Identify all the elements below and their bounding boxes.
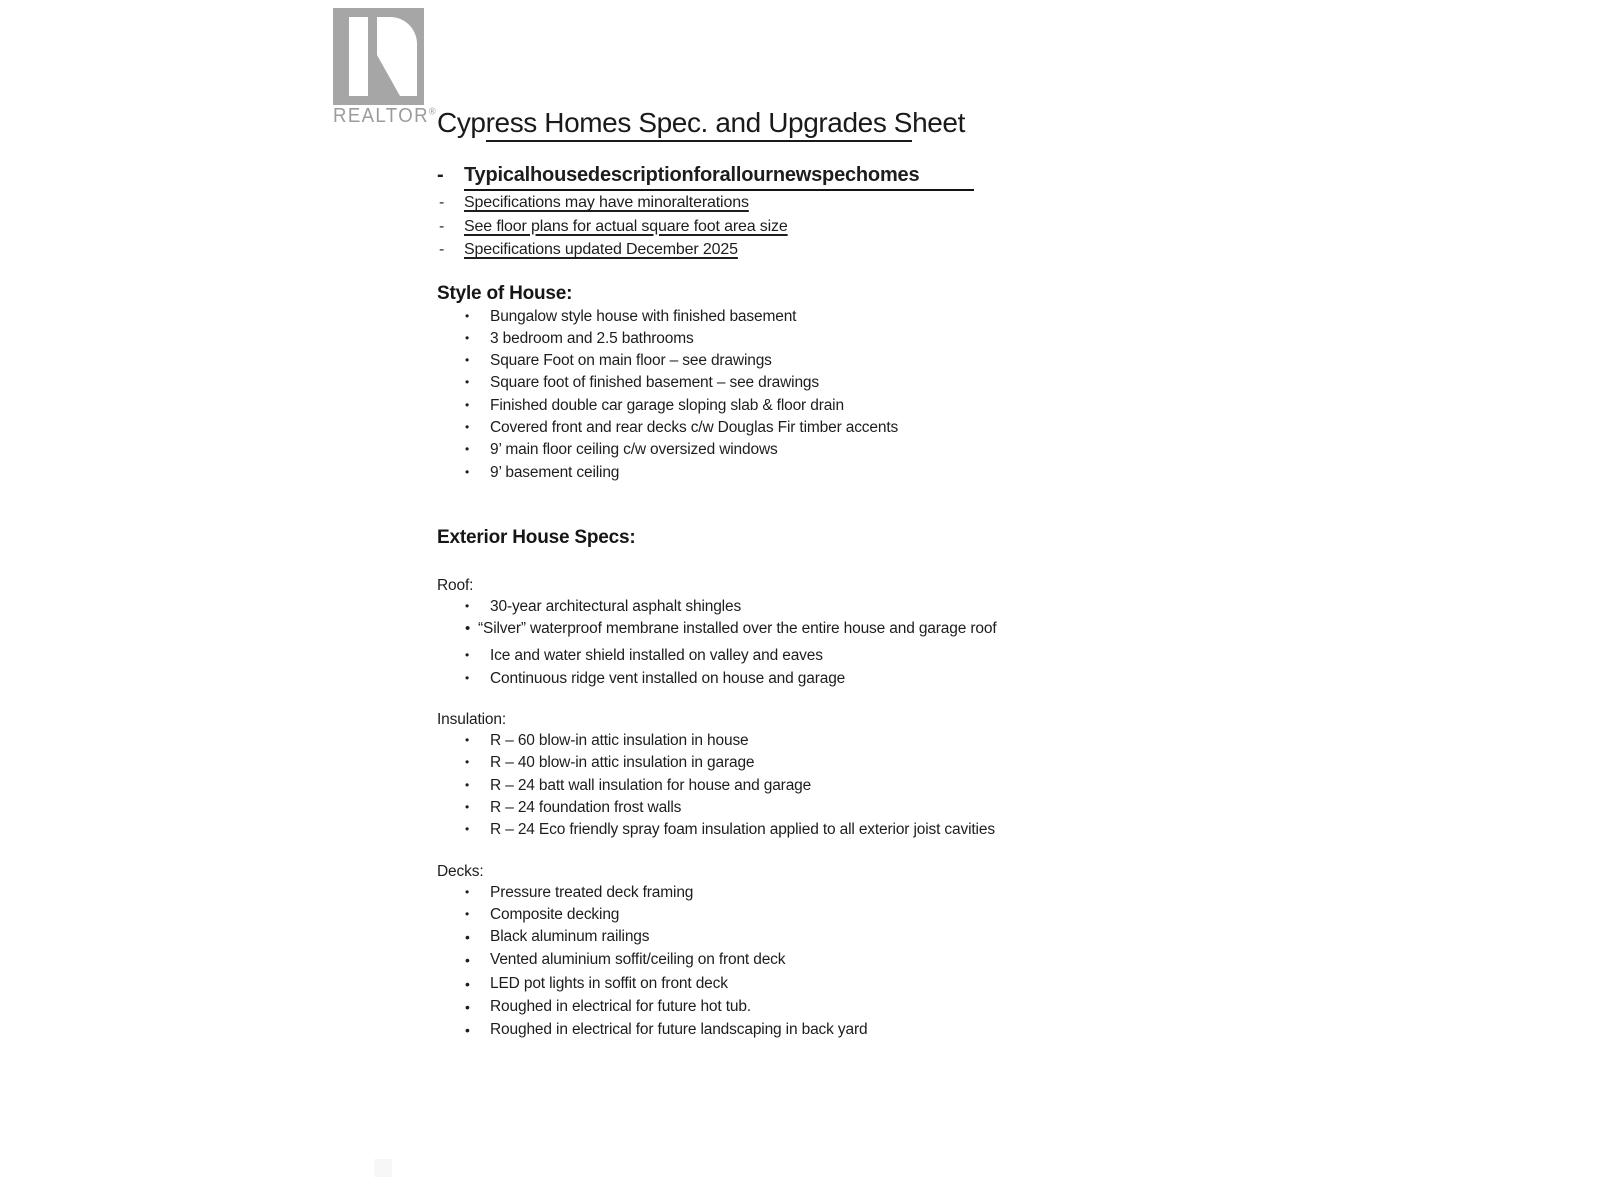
- list-item: [465, 372, 1157, 394]
- realtor-wordmark: [333, 106, 435, 126]
- list-item-text: 3 bedroom and 2.5 bathrooms: [490, 329, 694, 347]
- list-item-text: R – 24 foundation frost walls: [490, 798, 682, 816]
- list-item: [465, 645, 1157, 667]
- bullet-icon: [465, 882, 490, 904]
- bullet-icon: [465, 668, 490, 690]
- scan-artifact: [374, 1159, 392, 1177]
- list-item-text: R – 60 blow-in attic insulation in house: [490, 732, 749, 750]
- intro-heading: [437, 162, 1157, 191]
- subsection-label-decks: Decks:: [437, 862, 484, 880]
- list-item-text: Composite decking: [490, 905, 620, 923]
- bullet-icon: [465, 395, 490, 417]
- list-item-text: R – 40 blow-in attic insulation in garage: [490, 754, 755, 772]
- list-item-text: Black aluminum railings: [490, 928, 650, 946]
- bullet-icon: [465, 973, 490, 996]
- list-item: [465, 668, 1157, 690]
- dash-icon: [439, 215, 464, 239]
- list-item-text: Square Foot on main floor – see drawings: [490, 352, 772, 370]
- list-item: [465, 882, 1157, 904]
- bullet-icon: [465, 904, 490, 926]
- bullet-icon: [465, 730, 490, 752]
- style-of-house-list: [437, 306, 1157, 484]
- title-segment-underlined: ress Homes Spec. and Upgrades S: [486, 107, 912, 142]
- bullet-icon: [465, 996, 490, 1019]
- list-item: [465, 306, 1157, 328]
- list-item: [465, 395, 1157, 417]
- list-item: [465, 417, 1157, 439]
- intro-item: [437, 215, 1157, 239]
- list-item-text: Finished double car garage sloping slab & floor drain: [490, 396, 844, 414]
- list-item-text: Bungalow style house with finished basement: [490, 307, 797, 325]
- realtor-r-icon: [333, 8, 424, 105]
- page-title: [437, 106, 1157, 140]
- bullet-icon: [465, 596, 490, 618]
- insulation-list: [437, 730, 1157, 841]
- bullet-icon: [465, 350, 490, 372]
- list-item: [465, 996, 1157, 1019]
- dash-icon: [439, 191, 464, 215]
- title-segment-plain-end: heet: [912, 107, 965, 138]
- bullet-icon: [465, 926, 490, 949]
- list-item-text: Ice and water shield installed on valley and eaves: [490, 647, 823, 665]
- list-item: [465, 775, 1157, 797]
- bullet-icon: [465, 797, 490, 819]
- list-item: [465, 973, 1157, 996]
- list-item-text: 9’ basement ceiling: [490, 463, 620, 481]
- bullet-icon: [465, 439, 490, 461]
- registered-trademark-icon: ®: [428, 106, 436, 118]
- bullet-icon: [465, 949, 490, 972]
- realtor-wordmark-text: REALTOR: [333, 105, 429, 127]
- intro-item: [437, 191, 1157, 215]
- list-item-text: 30-year architectural asphalt shingles: [490, 597, 742, 615]
- subsection-label-roof: Roof:: [437, 576, 474, 594]
- list-item-text: Pressure treated deck framing: [490, 883, 694, 901]
- bullet-icon: [465, 775, 490, 797]
- list-item: [465, 797, 1157, 819]
- dash-icon: [439, 238, 464, 262]
- bullet-icon: [465, 1019, 490, 1042]
- list-item: [465, 596, 1157, 618]
- list-item: [465, 328, 1157, 350]
- bullet-icon: [465, 819, 490, 841]
- bullet-icon: [465, 618, 478, 640]
- intro-heading-text: Typicalhousedescriptionforallournewspechomes: [464, 162, 974, 191]
- document-content: [437, 0, 1157, 1043]
- list-item: [465, 439, 1157, 461]
- realtor-logo: [333, 8, 443, 126]
- intro-item-text: Specifications may have minoralterations: [464, 194, 749, 211]
- list-item-text: 9’ main floor ceiling c/w oversized windows: [490, 441, 778, 459]
- list-item-text: R – 24 batt wall insulation for house and garage: [490, 776, 812, 794]
- list-item: [465, 819, 1157, 841]
- list-item: [465, 462, 1157, 484]
- dash-icon: [437, 162, 464, 191]
- list-item-text: Continuous ridge vent installed on house and garage: [490, 669, 846, 687]
- intro-item-text: Specifications updated December 2025: [464, 241, 738, 258]
- list-item: [465, 618, 1157, 640]
- intro-item-text: See floor plans for actual square foot area size: [464, 217, 788, 235]
- bullet-icon: [465, 417, 490, 439]
- list-item-text: Square foot of finished basement – see drawings: [490, 374, 819, 392]
- decks-list: [437, 882, 1157, 1043]
- section-heading-exterior-specs: Exterior House Specs:: [437, 526, 636, 548]
- title-segment-plain: Cyp: [437, 107, 486, 138]
- list-item-text: Roughed in electrical for future hot tub.: [490, 998, 751, 1016]
- subsection-label-insulation: Insulation:: [437, 711, 507, 729]
- list-item-text: “Silver” waterproof membrane installed over the entire house and garage roof: [478, 620, 997, 638]
- bullet-icon: [465, 462, 490, 484]
- list-item-text: Covered front and rear decks c/w Douglas Fir timber accents: [490, 418, 899, 436]
- list-item: [465, 752, 1157, 774]
- list-item-text: Roughed in electrical for future landscaping in back yard: [490, 1021, 868, 1039]
- list-item-text: Vented aluminium soffit/ceiling on front deck: [490, 951, 786, 969]
- bullet-icon: [465, 306, 490, 328]
- intro-item: [437, 238, 1157, 262]
- list-item-text: R – 24 Eco friendly spray foam insulation applied to all exterior joist cavities: [490, 821, 995, 839]
- roof-list: [437, 596, 1157, 690]
- list-item-text: LED pot lights in soffit on front deck: [490, 974, 728, 992]
- list-item: [465, 730, 1157, 752]
- list-item: [465, 1019, 1157, 1042]
- list-item: [465, 350, 1157, 372]
- list-item: [465, 949, 1157, 972]
- section-heading-style-of-house: Style of House:: [437, 282, 573, 304]
- bullet-icon: [465, 372, 490, 394]
- bullet-icon: [465, 752, 490, 774]
- list-item: [465, 926, 1157, 949]
- list-item: [465, 904, 1157, 926]
- bullet-icon: [465, 328, 490, 350]
- bullet-icon: [465, 645, 490, 667]
